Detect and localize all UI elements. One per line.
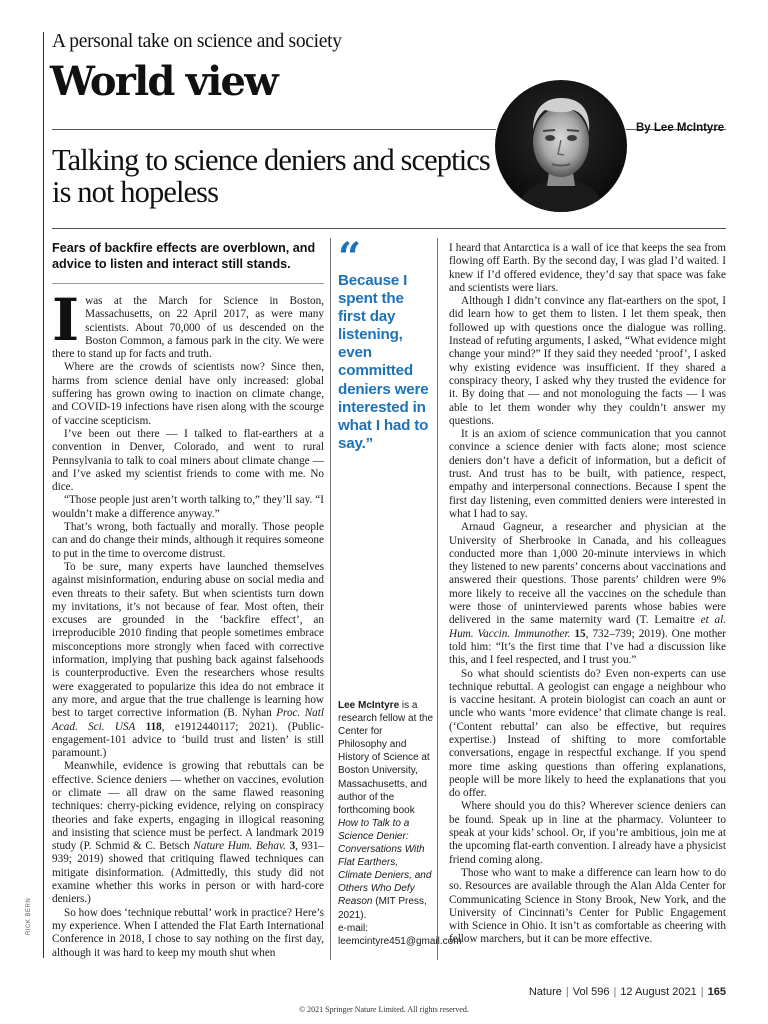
body-column-right [449, 242, 726, 947]
journal-citation: et al. Hum. Vaccin. Immunother. [449, 614, 726, 640]
author-portrait [495, 80, 627, 212]
body-column-left [52, 286, 325, 960]
body-paragraph: Arnaud Gagneur, a researcher and physician at the University of Sherbrooke in Canada, and his colleagues conducted more than 1,000 20-minute interviews in which they listened to new parents’ concerns about vaccinations and answered their questions. Those parents’ children were 9% more likely to receive all the vaccines on the schedule than were those of uninterviewed parents whose babies were delivered in the same maternity ward (T. Lemaitre et al. Hum. Vaccin. Immunother. 15, 732–739; 2019). One mother told him: “It’s the first time that I’ve had a discussion like this, and I feel respected, and I trust you.” [449, 521, 726, 667]
left-margin-rule [43, 32, 44, 958]
section-kicker: A personal take on science and society [52, 31, 342, 52]
quote-mark-icon: “ [338, 234, 362, 281]
book-title: How to Talk to a Science Denier: Conversations With Flat Earthers, Climate Deniers, and Others Who Defy Reason [338, 817, 432, 908]
page-number: 165 [707, 986, 726, 998]
journal-citation: Proc. Natl Acad. Sci. USA [52, 707, 324, 733]
section-masthead: World view [50, 58, 277, 105]
column-rule-right [437, 238, 438, 960]
standfirst: Fears of backfire effects are overblown, and advice to listen and interact still stands. [52, 241, 316, 271]
body-paragraph: So how does ‘technique rebuttal’ work in practice? Here’s my experience. When I attended the Flat Earth International Conference in 2018, I chose to say nothing on the first day, although it was hard to keep my mouth shut when [52, 906, 324, 959]
header-divider [52, 129, 496, 130]
body-paragraph: Meanwhile, evidence is growing that rebuttals can be effective. Science deniers — whether on vaccines, evolution or climate — all draw on the same flawed reasoning techniques: cherry-picking evidence, relying on conspiracy theories and fake experts, engaging in illogical reasoning and insisting that science must be perfect. A landmark 2019 study (P. Schmid & C. Betsch Nature Hum. Behav. 3, 931–939; 2019) showed that critiquing flawed techniques can mitigate disinformation. (Admittedly, this study did not examine whether this works in person or with hard-core deniers.) [52, 760, 325, 906]
body-paragraph: Although I didn’t convince any flat-earthers on the spot, I did learn how to get them to listen. I let them speak, then followed up with questions once the dialogue was rolling. Instead of refuting arguments, I asked, “What evidence might change your mind?” If they said they needed ‘proof’, I asked why existing evidence was insufficient. If they shared a conspiracy theory, I asked why they trusted the evidence for it. By doing that — and not monologuing the facts — I was able to let them wonder why they couldn’t answer my questions. [449, 295, 726, 427]
body-paragraph: I heard that Antarctica is a wall of ice that keeps the sea from flowing off Earth. By the second day, I was glad I’d waited. I knew if I’d offered evidence, they’d say that space was fake and scientists were liars. [449, 242, 726, 294]
pull-quote: Because I spent the first day listening, even committed deniers were interested in what I had to say.” [338, 272, 429, 452]
body-paragraph: It is an axiom of science communication that you cannot convince a science denier with facts alone; most science deniers don’t have a deficit of information, but a deficit of trust. And trust has to be built, with patience, respect, empathy and interpersonal connections. Because I spent the first day listening, even committed deniers were interested in what I had to say. [449, 428, 726, 520]
body-paragraph: “Those people just aren’t worth talking to,” they’ll say. “I wouldn’t make a difference anyway.” [52, 494, 324, 520]
body-paragraph: Those who want to make a difference can learn how to do so. Resources are available through the Alan Alda Center for Communicating Science in Stony Brook, New York, and the University of Cincinnati’s Center for Public Engagement with Science in Ohio. It isn’t as comfortable as cheering with fellow marchers, but it can be more effective. [449, 866, 726, 946]
footer-date: 12 August 2021 [620, 986, 697, 998]
body-paragraph: Where should you do this? Wherever science deniers can be found. Speak up in line at the pharmacy. Volunteer to speak at your kids’ school. Or, if you’re ambitious, join me at the upcoming flat-earth convention. I already have a physicist friend coming along. [449, 800, 726, 866]
portrait-image [495, 80, 627, 212]
headline-divider [52, 228, 726, 229]
bio-name: Lee McIntyre [338, 700, 400, 711]
photo-credit: RICK BERN [26, 897, 32, 935]
body-paragraph: That’s wrong, both factually and morally. Those people can and do change their minds, although it requires someone to put in the time to overcome distrust. [52, 521, 324, 560]
journal-citation: Nature Hum. Behav. [193, 840, 286, 853]
page-footer: Nature | Vol 596 | 12 August 2021 | 165 [528, 986, 726, 998]
body-paragraph: Where are the crowds of scientists now? Since then, harms from science denial have only increased: global suffering has grown owing to inaction on climate change, and COVID-19 infections have risen along with the scourge of vaccine scepticism. [52, 361, 324, 427]
body-paragraph: Iwas at the March for Science in Boston, Massachusetts, on 22 April 2017, as were many scientists. About 70,000 of us descended on the Boston Common, a famous park in the city. We were there to stand up for facts and truth. [52, 286, 324, 361]
footer-volume: Vol 596 [572, 986, 610, 998]
body-paragraph: So what should scientists do? Even non-experts can use technique rebuttal. A geologist can engage a neighbour who is vaccine hesitant. A protein biologist can coach an aunt or uncle who wants ‘more evidence’ that climate change is real. (‘Content rebuttal’ can also be effective, but requires expertise.) Instead of shifting to more comfortable conversations, engage in respectful exchange. If you spend more time asking questions than offering explanations, people will be more likely to heed the explanations that you do offer. [449, 667, 726, 800]
article-headline: Talking to science deniers and sceptics is not hopeless [52, 143, 490, 209]
copyright-notice: © 2021 Springer Nature Limited. All rights reserved. [299, 1005, 469, 1014]
author-bio: Lee McIntyre is a research fellow at the Center for Philosophy and History of Science at Boston University, Massachusetts, and author of the forthcoming book How to Talk to a Science Denier: Conversations With Flat Earthers, Climate Deniers, and Others Who Defy Reason (MIT Press, 2021). e-mail: leemcintyre451@gmail.com [338, 700, 462, 947]
standfirst-divider [52, 283, 324, 284]
author-email: e-mail: leemcintyre451@gmail.com [338, 922, 462, 947]
body-paragraph: To be sure, many experts have launched themselves against misinformation, enduring abuse on social media and even threats to their safety. But when scientists turn down my invitations, it’s not because of fear. Most often, their excuses are grounded in the ‘backfire effect’, an irreproducible 2010 finding that people sometimes embrace misconceptions more strongly when faced with corrective information, implying that pushing back against falsehoods is counterproductive. Even the researchers whose results were exaggerated to popularize this idea do not embrace it any more, and argue that the true challenge is learning how best to target corrective information (B. Nyhan Proc. Natl Acad. Sci. USA 118, e1912440117; 2021). (Public-engagement-101 advice to ‘build trust and listen’ is still paramount.) [52, 560, 324, 760]
footer-journal: Nature [528, 986, 562, 998]
drop-cap: I [52, 286, 80, 354]
byline: By Lee McIntyre [636, 122, 725, 134]
body-paragraph: I’ve been out there — I talked to flat-earthers at a convention in Denver, Colorado, and went to rural Pennsylvania to talk to coal miners about climate change — and I’ve asked my scientist friends to come with me. No dice. [52, 427, 324, 494]
column-rule-left [330, 238, 331, 960]
